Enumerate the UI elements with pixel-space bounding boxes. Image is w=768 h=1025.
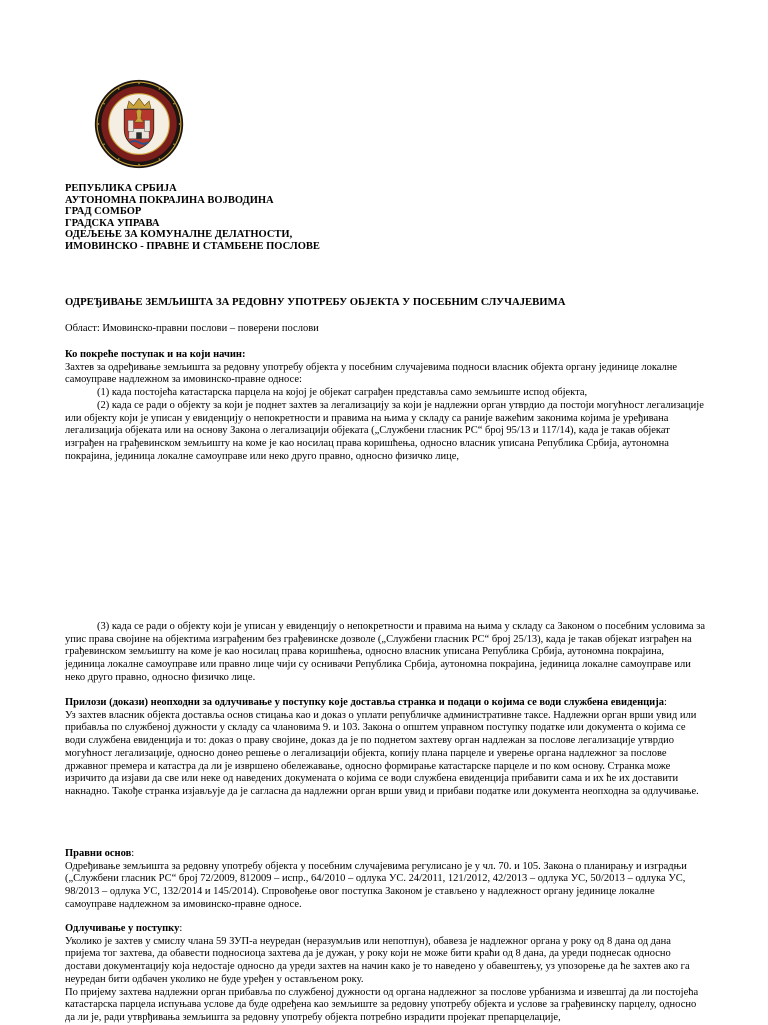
institution-header [65, 183, 465, 253]
crest-gate [136, 132, 142, 138]
header-line: АУТОНОМНА ПОКРАЈИНА ВОЈВОДИНА [65, 194, 274, 206]
heading-colon: : [179, 923, 183, 934]
section-body: Одређивање земљишта за редовну употребу објекта у посебним случајевима регулисано је у чл. 70. и 105. Закона о планирању и изградњи („Службени гласник РС“ број 72/2009, 812009 – испр., 64/2010 – одлука УС. 24/2011, 121/2012, 42/2013 – одлука УС, 50/2013 – одлука УС, 98/2013 – одлука УС, 132/2014 и 145/2014). Спровођење овог поступка Законом је стављено у надлежност органу јединице локалне самоуправе надлежном за имовинско-правне односе. [65, 860, 687, 910]
heading-colon: : [131, 848, 135, 859]
section-body: По пријему захтева надлежни орган прибавља по службеној дужности од органа надлежног за послове урбанизма и извештај да ли постојећа катастарска парцела испуњава услове да буде одређена као земљиште за редовну употребу објекта и услове за грађевинску парцелу, односно да ли је, ради утврђивања земљишта за редовну употребу објекта потребно израдити пројекат препарцелације, [65, 986, 699, 1023]
section-legal-basis [65, 848, 705, 912]
section-heading: Ко покреће поступак и на који начин: [65, 349, 246, 360]
section-heading: Прилози (докази) неопходни за одлучивање у поступку које доставља странка и подаци о којима се води службена евиденција [65, 697, 664, 708]
coat-of-arms-seal [93, 78, 185, 170]
section-initiation-continued [65, 621, 705, 685]
list-item: (1) када постојећа катастарска парцела на којој је објекат саграђен представља само земљиште испод објекта, [97, 387, 588, 399]
section-body: Уколико је захтев у смислу члана 59 ЗУП-а неуредан (неразумљив или непотпун), обавеза је надлежног органа у року од 8 дана од дана пријема тог захтева, да обавести подносиоца захтева да је дужан, у року који не може бити краћи од 8 дана, да уреди поднесак односно достави документацију која недостаје односно да уреди захтев на начин како је то наведено у обавештењу, уз упозорење да ће захтев ако га неуредан бити одбачен уколико не буде уређен у остављеном року. [65, 935, 690, 985]
section-intro: Захтев за одређивање земљишта за редовну употребу објекта у посебним случајевима подноси власник објекта органу јединице локалне самоуправе надлежном за имовинско-правне односе: [65, 361, 678, 386]
list-item: (2) када се ради о објекту за који је поднет захтев за легализацију за који је надлежни орган утврдио да постоји могућност легализације или објекту који је уписан у евиденцију о непокретности и правима на њима у складу са раније важећим законима којима је уређивана легализација објеката или на основу Закона о легализацији објеката („Службени гласник РС“ број 95/13 и 117/14), када је такав објекат изграђен на грађевинском земљишту на коме је као носилац права коришћења, односно власник уписана Република Србија, аутономна покрајина, јединица локалне самоуправе или неко друго правно, односно физичко лице, [65, 399, 704, 462]
header-line: РЕПУБЛИКА СРБИЈА [65, 183, 177, 194]
header-line: ОДЕЉЕЊЕ ЗА КОМУНАЛНЕ ДЕЛАТНОСТИ, [65, 229, 293, 241]
section-body: Уз захтев власник објекта доставља основ стицања као и доказ о уплати републичке административне таксе. Надлежни орган врши увид или прибавља по службеној дужности у складу са члановима 9. и 103. Закона о општем управном поступку податке или документа о којима се води службена евиденција и то: доказ о праву својине, доказ да је по поднетом захтеву орган надлежан за послове легализације утврдио могућност легализације, односно донео решење о легализацији објекта, копију плана парцеле и уверење органа надлежног за послове државног премера и катастра да ли је извршено обележавање, односно формирање катастарске парцеле и по ком основу. Странка може изричито да изјави да све или неке од наведених докумената о којима се води службена евиденција прибавити сама и их ће их доставити накнадно. Такође странка изјављује да је сагласна да надлежни орган врши увид и прибави податке или документа неопходна за одлучивање. [65, 709, 699, 797]
section-heading: Одлучивање у поступку [65, 923, 180, 934]
section-decision [65, 923, 705, 1025]
header-line: ГРАДСКА УПРАВА [65, 217, 160, 229]
header-line: ИМОВИНСКО - ПРАВНЕ И СТАМБЕНЕ ПОСЛОВЕ [65, 240, 320, 252]
section-attachments [65, 697, 705, 799]
section-heading: Правни основ [65, 848, 132, 859]
crest-tower-right [145, 120, 151, 131]
heading-colon: : [663, 697, 667, 708]
list-item: (3) када се ради о објекту који је уписан у евиденцију о непокретности и правима на њима у складу са Законом о посебним условима за упис права својине на објектима изграђеним без грађевинске дозволе („Службени гласник РС“ број 25/13), када је такав објекат изграђен на грађевинском земљишту на коме је као носилац права коришћења, односно власник уписана Република Србија, аутономна покрајина, јединица локалне самоуправе или правно лице чији су оснивачи Република Србија, аутономна покрајина, јединица локалне самоуправе или неко друго правно, односно физичко лице. [65, 621, 706, 683]
section-initiation [65, 349, 705, 463]
document-title: ОДРЕЂИВАЊЕ ЗЕМЉИШТА ЗА РЕДОВНУ УПОТРЕБУ ОБЈЕКТА У ПОСЕБНИМ СЛУЧАЈЕВИМА [65, 296, 566, 308]
area-line: Област: Имовинско-правни послови – поверени послови [65, 323, 319, 334]
crest-tower-left [128, 120, 134, 131]
header-line: ГРАД СОМБОР [65, 206, 142, 218]
